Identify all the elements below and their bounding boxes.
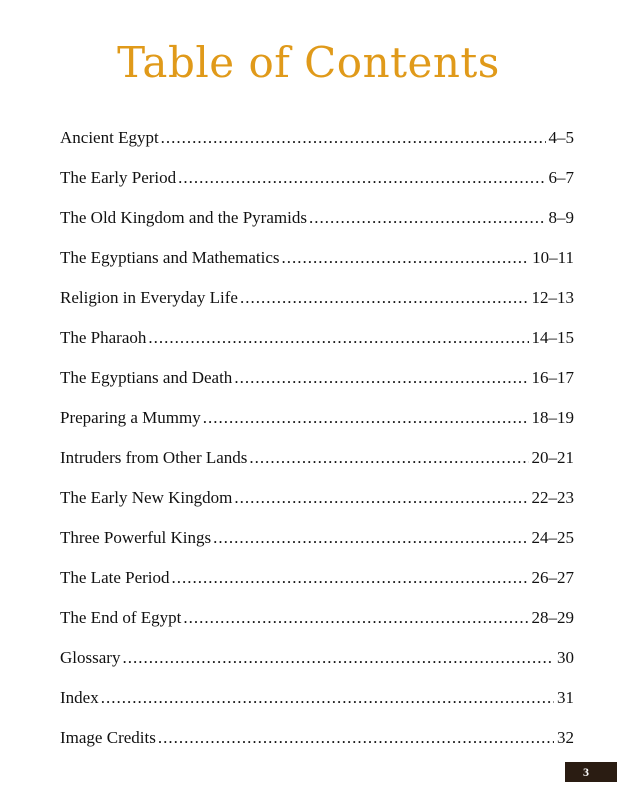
toc-entry-early-period: [60, 158, 574, 198]
dot-leader: [183, 598, 528, 638]
toc-entry-religion: [60, 278, 574, 318]
toc-entry-mummy: [60, 398, 574, 438]
toc-entry-old-kingdom: [60, 198, 574, 238]
toc-entry-pages: 31: [557, 688, 574, 707]
toc-entry-label: Three Powerful Kings: [60, 528, 212, 547]
toc-entry-pages: 12–13: [531, 288, 574, 307]
toc-entry-pages: 6–7: [548, 168, 574, 187]
page-number-tab: 3: [565, 762, 617, 782]
toc-entry-pages: 32: [557, 728, 574, 747]
toc-entry-pages: 10–11: [532, 248, 574, 267]
toc-entry-label: The Early Period: [60, 168, 177, 187]
toc-entry-pages: 4–5: [548, 128, 574, 147]
dot-leader: [234, 358, 528, 398]
toc-entry-label: Index: [60, 688, 99, 707]
toc-entry-label: Image Credits: [60, 728, 156, 747]
page-title: Table of Contents: [117, 38, 500, 87]
toc-entry-label: The End of Egypt: [60, 608, 182, 627]
toc-entry-pages: 22–23: [531, 488, 574, 507]
table-of-contents: [60, 118, 574, 758]
toc-entry-pages: 16–17: [531, 368, 574, 387]
toc-entry-three-kings: [60, 518, 574, 558]
toc-entry-late-period: [60, 558, 574, 598]
toc-entry-label: The Egyptians and Death: [60, 368, 233, 387]
toc-entry-pages: 20–21: [531, 448, 574, 467]
toc-entry-intruders: [60, 438, 574, 478]
dot-leader: [178, 158, 545, 198]
toc-entry-new-kingdom: [60, 478, 574, 518]
toc-entry-label: The Old Kingdom and the Pyramids: [60, 208, 307, 227]
toc-entry-pages: 28–29: [531, 608, 574, 627]
toc-entry-label: Glossary: [60, 648, 121, 667]
dot-leader: [249, 438, 528, 478]
toc-entry-label: The Early New Kingdom: [60, 488, 233, 507]
dot-leader: [282, 238, 530, 278]
toc-entry-end-of-egypt: [60, 598, 574, 638]
dot-leader: [161, 118, 546, 158]
dot-leader: [172, 558, 529, 598]
toc-entry-mathematics: [60, 238, 574, 278]
dot-leader: [213, 518, 528, 558]
toc-entry-image-credits: [60, 718, 574, 758]
toc-entry-pages: 18–19: [531, 408, 574, 427]
toc-entry-pages: 30: [557, 648, 574, 667]
dot-leader: [148, 318, 528, 358]
toc-entry-pages: 26–27: [531, 568, 574, 587]
toc-entry-index: [60, 678, 574, 718]
toc-entry-label: Religion in Everyday Life: [60, 288, 238, 307]
dot-leader: [309, 198, 546, 238]
toc-entry-pharaoh: [60, 318, 574, 358]
toc-entry-label: The Pharaoh: [60, 328, 147, 347]
toc-entry-pages: 14–15: [531, 328, 574, 347]
dot-leader: [158, 718, 554, 758]
dot-leader: [101, 678, 554, 718]
toc-entry-label: The Egyptians and Mathematics: [60, 248, 280, 267]
dot-leader: [122, 638, 554, 678]
dot-leader: [234, 478, 528, 518]
toc-entry-death: [60, 358, 574, 398]
toc-entry-label: Intruders from Other Lands: [60, 448, 248, 467]
toc-entry-label: The Late Period: [60, 568, 170, 587]
toc-entry-label: Preparing a Mummy: [60, 408, 201, 427]
dot-leader: [240, 278, 529, 318]
toc-entry-pages: 24–25: [531, 528, 574, 547]
toc-entry-label: Ancient Egypt: [60, 128, 159, 147]
dot-leader: [203, 398, 529, 438]
toc-entry-ancient-egypt: [60, 118, 574, 158]
toc-entry-glossary: [60, 638, 574, 678]
toc-entry-pages: 8–9: [548, 208, 574, 227]
